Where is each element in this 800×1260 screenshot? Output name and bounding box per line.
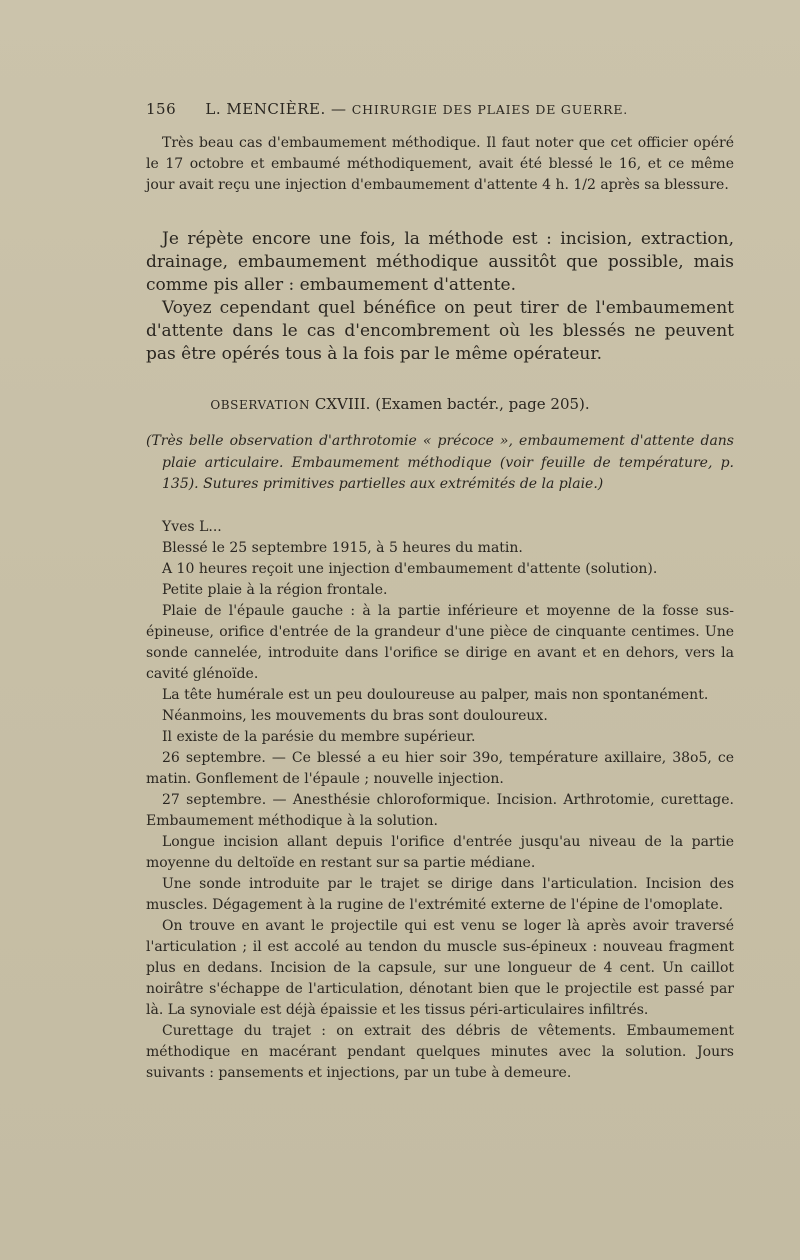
header-title: CHIRURGIE DES PLAIES DE GUERRE.: [351, 102, 629, 117]
case-paresis: Il existe de la parésie du membre supérieur.: [162, 729, 476, 745]
header-dash: —: [331, 100, 347, 118]
case-curettage: Curettage du trajet : on extrait des débris de vêtements. Embaumement méthodique en macérant pendant quelques minutes avec la solution. Jours suivants : pansements et injections, par un tube à demeure.: [146, 1023, 734, 1081]
italic-note-block: [146, 431, 734, 496]
case-humeral-head: La tête humérale est un peu douloureuse au palper, mais non spontanément.: [162, 687, 709, 703]
main-paragraphs: [146, 228, 734, 366]
observation-label: OBSERVATION: [210, 398, 311, 412]
case-incision: Longue incision allant depuis l'orifice d'entrée jusqu'au niveau de la partie moyenne du deltoïde en restant sur sa partie médiane.: [146, 834, 734, 871]
paragraph-method: Je répète encore une fois, la méthode est : incision, extraction, drainage, embaumement méthodique aussitôt que possible, mais comme pis aller : embaumement d'attente.: [146, 229, 734, 295]
observation-number: CXVIII.: [314, 395, 371, 413]
case-projectile: On trouve en avant le projectile qui est venu se loger là après avoir traversé l'articulation ; il est accolé au tendon du muscle sus-épineux : nouveau fragment plus en dedans. Incision de la capsule, sur une longueur de 4 cent. Un caillot noirâtre s'échappe de l'articulation, dénotant bien que le projectile est passé par là. La synoviale est déjà épaissie et les tissus péri-articulaires infiltrés.: [146, 918, 734, 1018]
case-frontal-wound: Petite plaie à la région frontale.: [162, 582, 388, 598]
intro-paragraph: Très beau cas d'embaumement méthodique. Il faut noter que cet officier opéré le 17 octobre et embaumé méthodiquement, avait été blessé le 16, et ce même jour avait reçu une injection d'embaumement d'attente 4 h. 1/2 après sa blessure.: [146, 135, 734, 193]
paragraph-benefit: Voyez cependant quel bénéfice on peut tirer de l'embaumement d'attente dans le cas d'encombrement où les blessés ne peuvent pas être opérés tous à la fois par le même opérateur.: [146, 298, 734, 364]
case-sept-26: 26 septembre. — Ce blessé a eu hier soir 39o, température axillaire, 38o5, ce matin. Gonflement de l'épaule ; nouvelle injection.: [146, 750, 734, 787]
italic-note: (Très belle observation d'arthrotomie « précoce », embaumement d'attente dans plaie articulaire. Embaumement méthodique (voir feuille de température, p. 135). Sutures primitives partielles aux extrémités de la plaie.): [146, 433, 734, 492]
case-injury-date: Blessé le 25 septembre 1915, à 5 heures du matin.: [162, 540, 523, 556]
observation-ref: (Examen bactér., page 205).: [375, 395, 590, 413]
case-movements: Néanmoins, les mouvements du bras sont douloureux.: [162, 708, 548, 724]
case-patient: Yves L...: [162, 519, 222, 535]
case-shoulder-wound: Plaie de l'épaule gauche : à la partie inférieure et moyenne de la fosse sus-épineuse, orifice d'entrée de la grandeur d'une pièce de cinquante centimes. Une sonde cannelée, introduite dans l'orifice se dirige en avant et en dehors, vers la cavité glénoïde.: [146, 603, 734, 682]
case-report: [146, 517, 734, 1084]
case-probe: Une sonde introduite par le trajet se dirige dans l'articulation. Incision des muscles. Dégagement à la rugine de l'extrémité externe de l'épine de l'omoplate.: [146, 876, 734, 913]
case-sept-27: 27 septembre. — Anesthésie chloroformique. Incision. Arthrotomie, curettage. Embaumement méthodique à la solution.: [146, 792, 734, 829]
running-header: [146, 100, 676, 118]
intro-paragraph-block: [146, 133, 734, 196]
page-number: 156: [146, 100, 177, 118]
case-injection: A 10 heures reçoit une injection d'embaumement d'attente (solution).: [162, 561, 658, 577]
observation-title: [0, 395, 800, 413]
header-author: L. MENCIÈRE.: [205, 100, 326, 118]
